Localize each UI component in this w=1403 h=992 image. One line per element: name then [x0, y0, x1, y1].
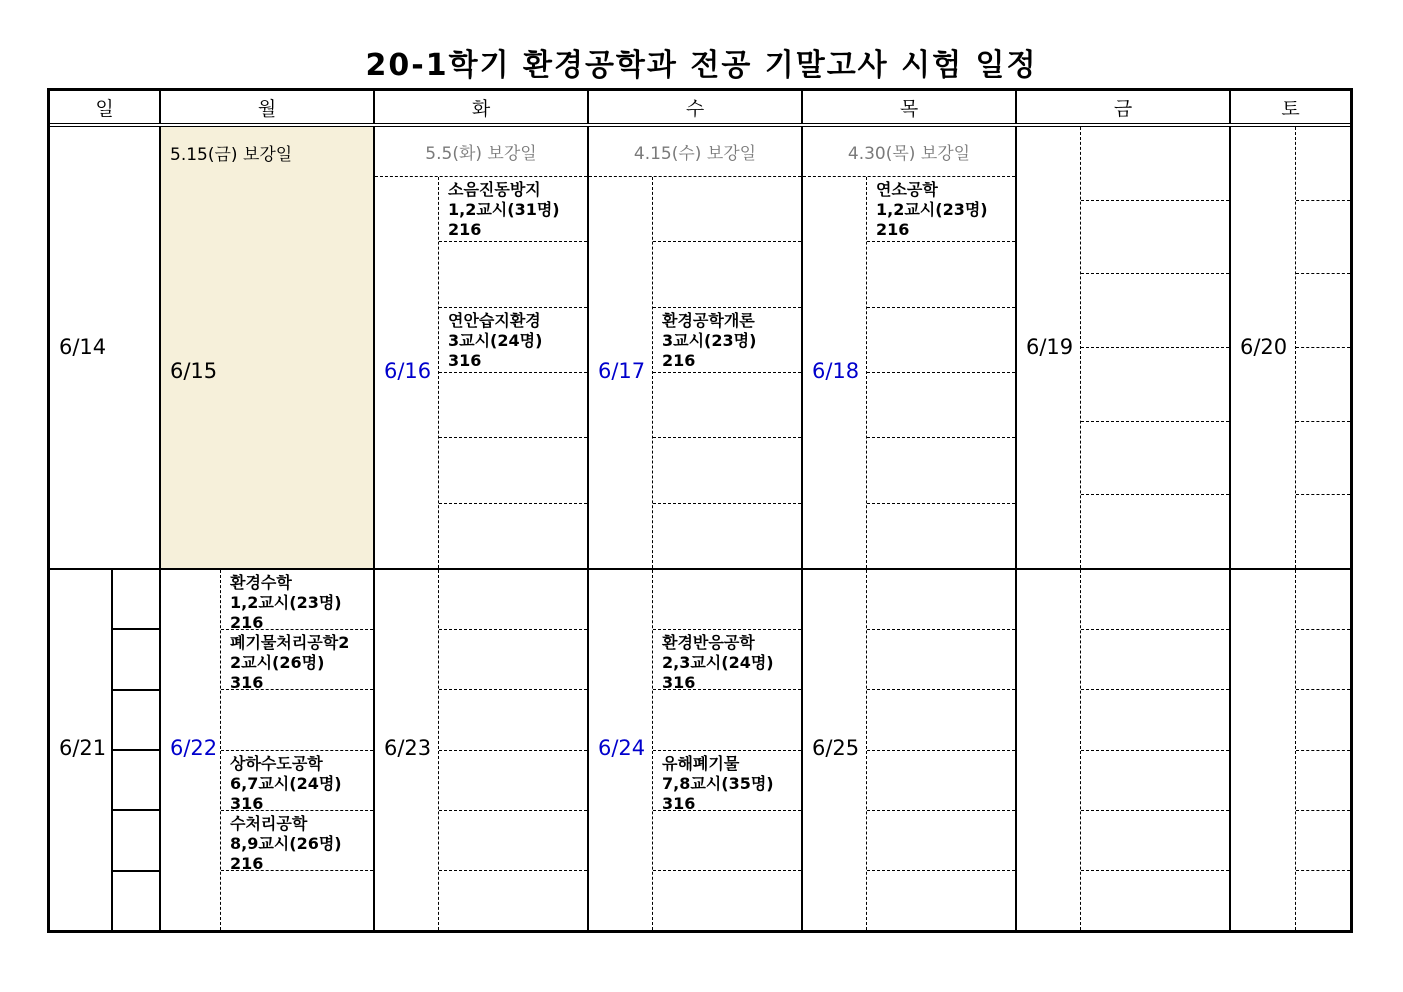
day-cell-w2-thu [803, 570, 1017, 930]
empty-slot [867, 630, 1015, 690]
weekday-header-sat: 토 [1281, 97, 1300, 120]
empty-slot [867, 242, 1015, 307]
exam-name: 환경수학 [230, 573, 292, 592]
exam-entry [653, 630, 801, 690]
exam-entry [653, 308, 801, 373]
day-cell-w1-mon-highlighted [161, 127, 375, 568]
empty-slot [1081, 495, 1229, 568]
day-cell-w1-wed [589, 127, 803, 568]
exam-room: 216 [662, 350, 696, 370]
empty-slot [439, 690, 587, 750]
date-label: 6/14 [59, 335, 107, 359]
exam-name: 상하수도공학 [230, 753, 323, 773]
page-title: 20-1학기 환경공학과 전공 기말고사 시험 일정 [365, 48, 1038, 83]
empty-slot [221, 871, 373, 930]
weekday-header-wed: 수 [589, 91, 803, 123]
week1-row [50, 127, 1350, 570]
empty-slot [1296, 811, 1350, 871]
exam-slot-grid [1295, 570, 1350, 930]
date-label: 6/17 [598, 359, 646, 383]
empty-slot [653, 570, 801, 630]
empty-slot [439, 570, 587, 630]
time-slot-box [113, 691, 159, 751]
empty-slot [1296, 201, 1350, 275]
weekday-header-row [50, 91, 1350, 127]
empty-slot [653, 504, 801, 568]
empty-slot [1081, 348, 1229, 422]
empty-slot [1081, 201, 1229, 275]
empty-slot [653, 438, 801, 503]
time-slot-column [111, 570, 159, 930]
exam-room: 316 [230, 793, 264, 811]
exam-slot-grid [1080, 127, 1229, 568]
makeup-day-note: 4.30(목) 보강일 [803, 127, 1015, 177]
empty-slot [439, 751, 587, 811]
exam-slot-grid [1080, 570, 1229, 930]
exam-entry [653, 751, 801, 811]
exam-period: 2교시(26명) [230, 653, 325, 673]
empty-slot [867, 308, 1015, 373]
exam-room: 316 [230, 673, 264, 691]
day-cell-w2-sat [1231, 570, 1350, 930]
empty-slot [1081, 751, 1229, 811]
empty-slot [1296, 495, 1350, 568]
empty-slot [653, 242, 801, 307]
empty-slot [439, 630, 587, 690]
exam-name: 폐기물처리공학2 [230, 633, 350, 653]
exam-name: 연소공학 [876, 180, 938, 199]
date-label: 6/24 [598, 736, 646, 760]
empty-slot [1081, 630, 1229, 690]
date-label: 6/19 [1026, 335, 1074, 359]
exam-room: 216 [230, 613, 264, 631]
makeup-day-note: 5.5(화) 보강일 [375, 127, 587, 177]
empty-slot [867, 504, 1015, 568]
exam-period: 3교시(23명) [662, 330, 757, 350]
day-cell-w2-mon [161, 570, 375, 930]
empty-slot [1296, 274, 1350, 348]
empty-slot [867, 690, 1015, 750]
date-label: 6/15 [170, 359, 218, 383]
date-label: 6/20 [1240, 335, 1288, 359]
exam-room: 216 [876, 220, 910, 239]
exam-slot-grid [652, 177, 801, 568]
day-cell-w1-sun [50, 127, 161, 568]
empty-slot [653, 177, 801, 242]
weekday-header-fri: 금 [1017, 91, 1231, 123]
weekday-header-sun: 일 [50, 91, 161, 123]
weekday-header-mon: 월 [161, 91, 375, 123]
exam-room: 316 [662, 673, 696, 691]
exam-entry [221, 630, 373, 690]
date-label: 6/16 [384, 359, 432, 383]
exam-name: 수처리공학 [230, 813, 308, 833]
week2-row [50, 570, 1350, 930]
empty-slot [439, 811, 587, 871]
exam-name: 소음진동방지 [448, 180, 541, 199]
date-label: 6/21 [59, 736, 107, 760]
exam-entry [867, 177, 1015, 242]
empty-slot [221, 690, 373, 750]
makeup-day-note: 4.15(수) 보강일 [589, 127, 801, 177]
time-slot-box [113, 811, 159, 871]
time-slot-box [113, 751, 159, 811]
exam-slot-grid [438, 177, 587, 568]
empty-slot [1296, 751, 1350, 811]
exam-name: 연안습지환경 [448, 310, 541, 330]
exam-period: 1,2교시(31명) [448, 200, 560, 219]
exam-entry [221, 570, 373, 630]
exam-room: 216 [448, 220, 482, 239]
empty-slot [1296, 871, 1350, 930]
day-cell-w1-thu [803, 127, 1017, 568]
exam-period: 8,9교시(26명) [230, 833, 342, 853]
exam-name: 환경공학개론 [662, 310, 755, 330]
exam-room: 216 [230, 853, 264, 871]
empty-slot [439, 373, 587, 438]
empty-slot [867, 570, 1015, 630]
empty-slot [867, 871, 1015, 930]
day-cell-w2-sun [50, 570, 161, 930]
empty-slot [1081, 690, 1229, 750]
empty-slot [1296, 348, 1350, 422]
exam-room: 316 [662, 793, 696, 811]
exam-name: 환경반응공학 [662, 633, 755, 653]
exam-name: 유해폐기물 [662, 753, 740, 773]
exam-entry [221, 751, 373, 811]
empty-slot [439, 242, 587, 307]
exam-period: 2,3교시(24명) [662, 653, 774, 673]
empty-slot [653, 811, 801, 871]
empty-slot [1081, 127, 1229, 201]
empty-slot [1081, 422, 1229, 496]
day-cell-w1-sat [1231, 127, 1350, 568]
empty-slot [653, 871, 801, 930]
empty-slot [1081, 570, 1229, 630]
day-cell-w1-tue [375, 127, 589, 568]
empty-slot [867, 751, 1015, 811]
empty-slot [439, 871, 587, 930]
exam-period: 3교시(24명) [448, 330, 543, 350]
day-cell-w2-fri [1017, 570, 1231, 930]
empty-slot [1296, 127, 1350, 201]
time-slot-box [113, 630, 159, 690]
empty-slot [1296, 422, 1350, 496]
exam-period: 6,7교시(24명) [230, 773, 342, 793]
exam-entry [439, 177, 587, 242]
empty-slot [1081, 871, 1229, 930]
exam-slot-grid [438, 570, 587, 930]
calendar-table [47, 88, 1353, 933]
exam-room: 316 [448, 350, 482, 370]
exam-slot-grid [1295, 127, 1350, 568]
day-cell-w1-fri [1017, 127, 1231, 568]
empty-slot [653, 690, 801, 750]
empty-slot [439, 504, 587, 568]
exam-period: 1,2교시(23명) [230, 593, 342, 612]
empty-slot [867, 373, 1015, 438]
weekday-header-thu: 목 [803, 91, 1017, 123]
exam-slot-grid [652, 570, 801, 930]
empty-slot [867, 438, 1015, 503]
empty-slot [1296, 630, 1350, 690]
exam-slot-grid [220, 570, 373, 930]
exam-period: 1,2교시(23명) [876, 200, 988, 219]
date-label: 6/18 [812, 359, 860, 383]
date-label: 6/25 [812, 736, 860, 760]
time-slot-box [113, 570, 159, 630]
weekday-header-tue: 화 [375, 91, 589, 123]
day-cell-w2-tue [375, 570, 589, 930]
date-label: 6/22 [170, 736, 218, 760]
exam-entry [221, 811, 373, 871]
time-slot-box [113, 872, 159, 930]
exam-slot-grid [866, 177, 1015, 568]
empty-slot [1081, 811, 1229, 871]
empty-slot [1081, 274, 1229, 348]
day-cell-w2-wed [589, 570, 803, 930]
exam-slot-grid [866, 570, 1015, 930]
date-label: 6/23 [384, 736, 432, 760]
empty-slot [439, 438, 587, 503]
exam-entry [439, 308, 587, 373]
empty-slot [867, 811, 1015, 871]
makeup-day-note: 5.15(금) 보강일 [170, 144, 293, 165]
exam-period: 7,8교시(35명) [662, 773, 774, 793]
empty-slot [1296, 570, 1350, 630]
empty-slot [1296, 690, 1350, 750]
empty-slot [653, 373, 801, 438]
